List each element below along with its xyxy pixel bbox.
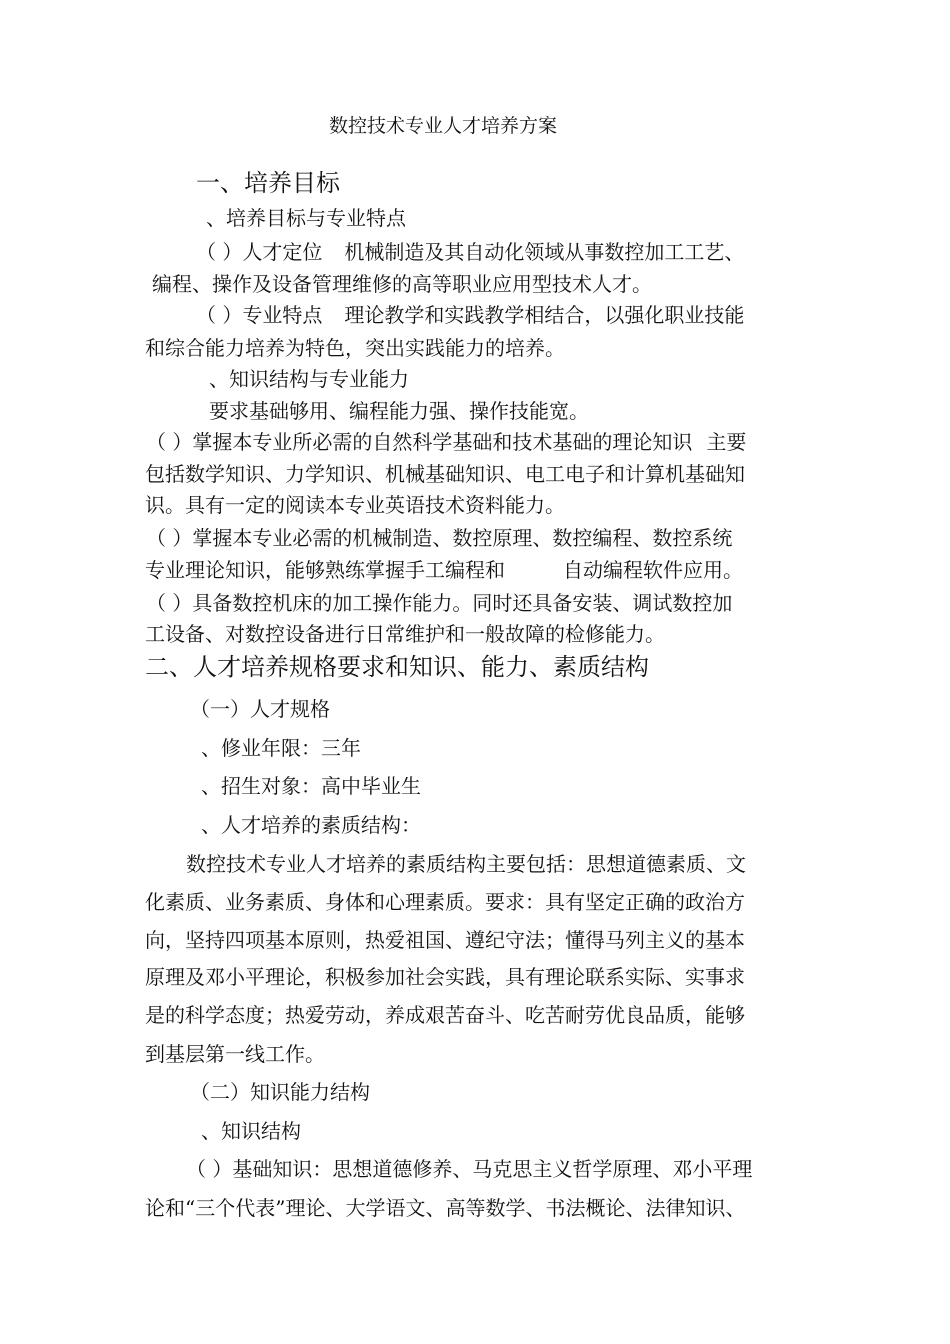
item-text: （ ）掌握本专业所必需的自然科学基础和技术基础的理论知识 <box>146 430 693 454</box>
subheading-knowledge: 、知识结构与专业能力 <box>209 367 409 391</box>
paragraph-line <box>145 557 743 583</box>
document-title: 数控技术专业人才培养方案 <box>329 115 558 137</box>
paragraph-line: 论和“三个代表”理论、大学语文、高等数学、书法概论、法律知识、 <box>145 1196 746 1220</box>
paragraph-line: （ ）掌握本专业必需的机械制造、数控原理、数控编程、数控系统 <box>146 526 733 550</box>
paragraph-line: 化素质、业务素质、身体和心理素质。要求：具有坚定正确的政治方 <box>145 890 745 914</box>
item-label: （ ）专业特点 <box>196 303 323 327</box>
paragraph-line <box>196 302 744 328</box>
paragraph-line: 识。具有一定的阅读本专业英语技术资料能力。 <box>145 493 565 517</box>
item-text: 理论教学和实践教学相结合，以强化职业技能 <box>344 303 745 327</box>
paragraph-line: 是的科学态度；热爱劳动，养成艰苦奋斗、吃苦耐劳优良品质，能够 <box>145 1003 745 1027</box>
paragraph-line: 和综合能力培养为特色，突出实践能力的培养。 <box>145 336 565 360</box>
paragraph-line: 工设备、对数控设备进行日常维护和一般故障的检修能力。 <box>145 622 665 646</box>
list-item: 、知识结构 <box>201 1119 301 1143</box>
subheading-goals: 、培养目标与专业特点 <box>206 206 406 230</box>
paragraph-line: 要求基础够用、编程能力强、操作技能宽。 <box>209 399 589 423</box>
paragraph-line <box>146 429 746 455</box>
paragraph-line: （ ）基础知识：思想道德修养、马克思主义哲学原理、邓小平理 <box>186 1157 753 1181</box>
item-label: （ ）人才定位 <box>196 240 323 264</box>
item-text: 主要 <box>706 430 747 454</box>
paragraph-line: 编程、操作及设备管理维修的高等职业应用型技术人才。 <box>152 272 652 296</box>
subheading-specs: （一）人才规格 <box>190 697 330 721</box>
subheading-ability: （二）知识能力结构 <box>190 1080 370 1104</box>
paragraph-line: 到基层第一线工作。 <box>145 1042 325 1066</box>
paragraph-line: （ ）具备数控机床的加工操作能力。同时还具备安装、调试数控加 <box>146 591 733 615</box>
list-item: 、修业年限：三年 <box>201 736 361 760</box>
item-text: 自动编程软件应用。 <box>563 558 743 582</box>
item-text: 专业理论知识，能够熟练掌握手工编程和 <box>145 558 505 582</box>
paragraph-line: 包括数学知识、力学知识、机械基础知识、电工电子和计算机基础知 <box>145 462 745 486</box>
list-item: 、招生对象：高中毕业生 <box>201 774 421 798</box>
paragraph-line: 原理及邓小平理论，积极参加社会实践，具有理论联系实际、实事求 <box>145 965 745 989</box>
list-item: 、人才培养的素质结构： <box>201 813 421 837</box>
paragraph-line: 向，坚持四项基本原则，热爱祖国、遵纪守法；懂得马列主义的基本 <box>145 928 745 952</box>
item-text: 机械制造及其自动化领域从事数控加工工艺、 <box>344 240 745 264</box>
section-heading-1: 一、培养目标 <box>196 169 340 197</box>
paragraph-line: 数控技术专业人才培养的素质结构主要包括：思想道德素质、文 <box>186 852 746 876</box>
section-heading-2: 二、人才培养规格要求和知识、能力、素质结构 <box>145 653 649 681</box>
paragraph-line <box>196 239 744 265</box>
